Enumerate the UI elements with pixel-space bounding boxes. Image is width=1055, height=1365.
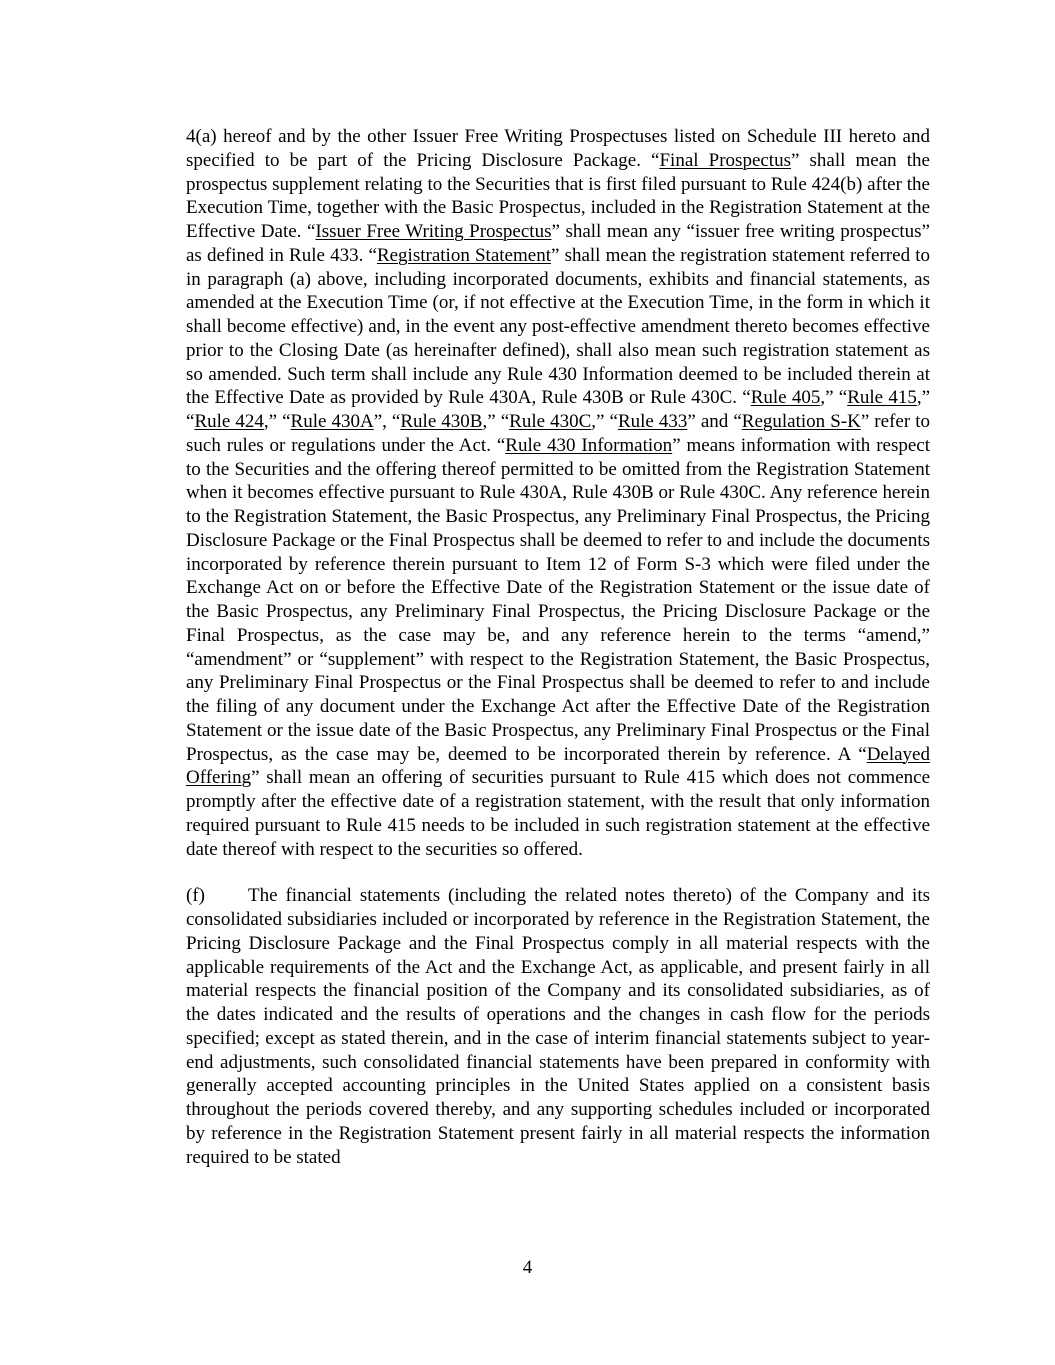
defined-term-registration-statement: Registration Statement xyxy=(376,244,551,266)
defined-term-rule-430b: Rule 430B xyxy=(400,411,483,432)
paragraph-text: ,” “ xyxy=(186,387,931,432)
paragraph-text: ,” “ xyxy=(820,387,848,409)
defined-term-rule-433: Rule 433 xyxy=(617,411,688,432)
definitions-paragraph xyxy=(186,125,930,861)
defined-term-delayed-offering: Delayed Offering xyxy=(186,743,930,789)
paragraph-f xyxy=(186,884,930,1169)
paragraph-text: ” shall mean an offering of securities pursuant to Rule 415 which does not commence promptly after the effective date of a registration statement, with the result that only information required pursuant to Rule 415 needs to be included in such registration statement at the effective date thereof with respect to the securities so offered. xyxy=(186,767,930,860)
document-body xyxy=(186,125,930,1169)
defined-term-final-prospectus: Final Prospectus xyxy=(659,149,791,171)
paragraph-text: ”, “ xyxy=(373,411,401,432)
defined-term-rule-430c: Rule 430C xyxy=(509,411,592,432)
paragraph-text: ” shall mean the registration statement referred to in paragraph (a) above, including incorporated documents, exhibits and financial statements, as amended at the Execution Time (or, if not effective at the Execution Time, in the form in which it shall become effective) and, in the event any post-effective amendment thereto becomes effective prior to the Closing Date (as hereinafter defined), shall also mean such registration statement as so amended. Such term shall include any Rule 430 Information deemed to be included therein at the Effective Date as provided by Rule 430A, Rule 430B or Rule 430C. “ xyxy=(186,244,931,409)
paragraph-text: 4(a) hereof and by the other Issuer Free Writing Prospectuses listed on Schedule III hereto and specified to be part of the Pricing Disclosure Package. “ xyxy=(186,126,930,171)
paragraph-label: (f) xyxy=(186,885,205,907)
paragraph-text: ” and “ xyxy=(687,411,742,432)
paragraph-text: ,” “ xyxy=(263,411,291,432)
paragraph-text: ” refer to such rules or regulations under the Act. “ xyxy=(186,411,930,456)
paragraph-text: ,” “ xyxy=(482,411,510,432)
defined-term-regulation-s-k: Regulation S-K xyxy=(741,411,861,432)
page-number: 4 xyxy=(522,1257,533,1278)
defined-term-rule-430a: Rule 430A xyxy=(290,411,374,432)
defined-term-rule-424: Rule 424 xyxy=(194,411,264,432)
paragraph-text: The financial statements (including the related notes thereto) of the Company and its consolidated subsidiaries included or incorporated by reference in the Registration Statement, the Pricing Disclosure Package and the Final Prospectus comply in all material respects with the applicable requirements of the Act and the Exchange Act, as applicable, and present fairly in all material respects the financial position of the Company and its consolidated subsidiaries, as of the dates indicated and the results of operations and the changes in cash flow for the periods specified; except as stated therein, and in the case of interim financial statements subject to year-end adjustments, such consolidated financial statements have been prepared in conformity with generally accepted accounting principles in the United States applied on a consistent basis throughout the periods covered thereby, and any supporting schedules included or incorporated by reference in the Registration Statement present fairly in all material respects the information required to be stated xyxy=(186,885,930,1168)
paragraph-text: ,” “ xyxy=(591,411,618,432)
defined-term-rule-405: Rule 405 xyxy=(750,387,821,409)
paragraph-text: ” means information with respect to the Securities and the offering thereof permitted to be omitted from the Registration Statement when it becomes effective pursuant to Rule 430A, Rule 430B or Rule 430C. Any reference herein to the Registration Statement, the Basic Prospectus, any Preliminary Final Prospectus, the Pricing Disclosure Package or the Final Prospectus shall be deemed to refer to and include the documents incorporated by reference therein pursuant to Item 12 of Form S-3 which were filed under the Exchange Act on or before the Effective Date of the Registration Statement or the issue date of the Basic Prospectus, any Preliminary Final Prospectus, the Pricing Disclosure Package or the Final Prospectus, as the case may be, and any reference herein to the terms “amend,” “amendment” or “supplement” with respect to the Registration Statement, the Basic Prospectus, any Preliminary Final Prospectus or the Final Prospectus shall be deemed to refer to and include the filing of any document under the Exchange Act after the Effective Date of the Registration Statement or the issue date of the Basic Prospectus, any Preliminary Final Prospectus or the Final Prospectus, as the case may be, deemed to be incorporated therein by reference. A “ xyxy=(186,434,930,765)
defined-term-issuer-free-writing-prospectus: Issuer Free Writing Prospectus xyxy=(315,221,552,242)
paragraph-text: ” shall mean the prospectus supplement relating to the Securities that is first filed pursuant to Rule 424(b) after the Execution Time, together with the Basic Prospectus, included in the Registration Statement at the Effective Date. “ xyxy=(186,149,930,242)
defined-term-rule-415: Rule 415 xyxy=(847,387,917,409)
paragraph-text: ” shall mean any “issuer free writing prospectus” as defined in Rule 433. “ xyxy=(186,221,930,266)
defined-term-rule-430-information: Rule 430 Information xyxy=(505,434,673,456)
